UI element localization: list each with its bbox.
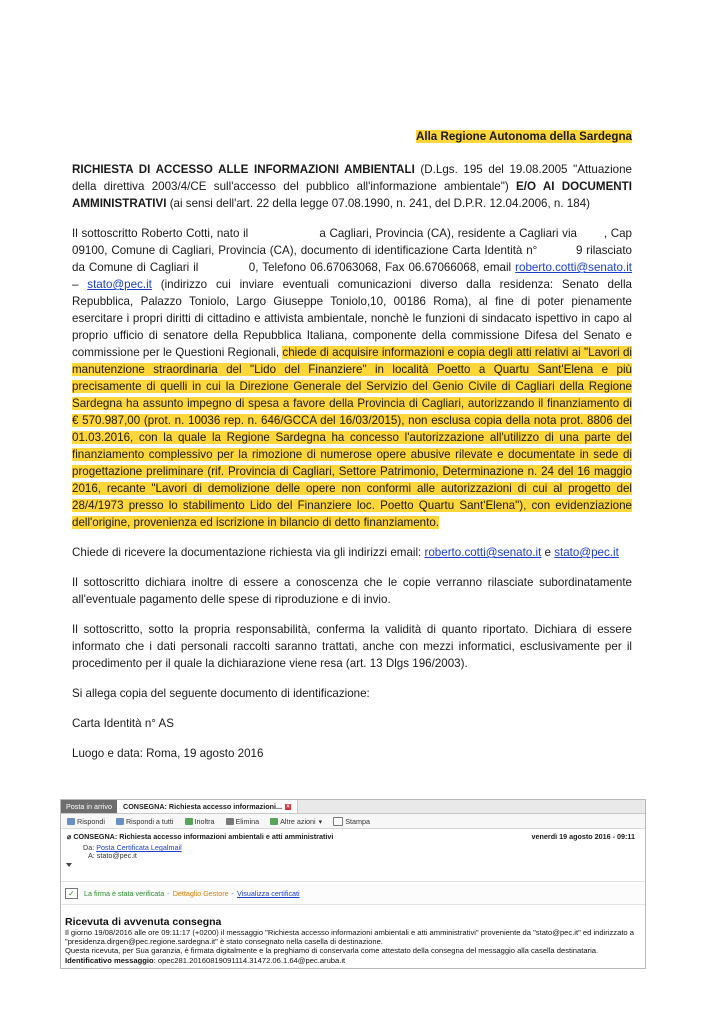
chevron-down-icon: ▾	[318, 816, 323, 826]
recipient: stato@pec.it	[96, 851, 137, 860]
signature-verified: La firma è stata verificata	[84, 888, 165, 898]
plus-icon	[270, 818, 278, 825]
email-link-pec[interactable]: stato@pec.it	[87, 278, 152, 291]
receipt-text-2: Questa ricevuta, per Sua garanzia, è firmata digitalmente e la preghiamo di conservarla come attestato della consegna del messaggio alla casella destinataria.	[65, 946, 599, 956]
print-button[interactable]: Stampa	[333, 817, 370, 826]
message-id: Identificativo messaggio: opec281.20160819091114.31472.06.1.64@pec.aruba.it	[65, 955, 346, 965]
message-from: Da: Posta Certificata Legalmail A: stato@pec.it	[83, 843, 182, 860]
message-body	[61, 905, 645, 969]
paperclip-icon: ⌀	[67, 832, 74, 841]
signature-bar: ✓ La firma è stata verificata - Dettaglio Gestore - Visualizza certificati	[61, 882, 645, 905]
reply-button[interactable]: Rispondi	[67, 817, 105, 826]
provider-detail-link[interactable]: Dettaglio Gestore	[172, 888, 229, 898]
costs-paragraph: Il sottoscritto dichiara inoltre di essere a conoscenza che le copie verranno rilasciate subordinatamente all'eventuale pagamento delle spese di riproduzione e di invio.	[72, 576, 632, 606]
place-date-line: Luogo e data: Roma, 19 agosto 2016	[72, 747, 264, 760]
message-subject: ⌀ CONSEGNA: Richiesta accesso informazioni ambientali e atti amministrativi	[67, 832, 334, 841]
more-actions-button[interactable]: Altre azioni ▾	[270, 817, 322, 826]
delivery-paragraph: Chiede di ricevere la documentazione richiesta via gli indirizzi email: roberto.cotti@senato.it e stato@pec.it	[72, 546, 619, 559]
privacy-paragraph: Il sottoscritto, sotto la propria responsabilità, conferma la validità di quanto riportato. Dichiara di essere informato che i dati personali raccolti saranno trattati, anche con mezzi informatici, esclusivamente per il procedimento per il quale la dichiarazione viene resa (art. 13 Dlgs 196/2003).	[72, 623, 632, 670]
reply-icon	[67, 818, 75, 825]
tab-inbox[interactable]: Posta in arrivo	[61, 800, 117, 813]
id-card-line: Carta Identità n° AS	[72, 717, 174, 730]
request-paragraph: Il sottoscritto Roberto Cotti, nato il a Cagliari, Provincia (CA), residente a Cagliari via , Cap 09100, Comune di Cagliari, Provincia (CA), documento di identificazione Carta Identità n° 9 rilasciato da Comune di Cagliari il 0, Telefono 06.67063068, Fax 06.67066068, email roberto.cotti@senato.it – stato@pec.it (indirizzo cui inviare eventuali comunicazioni diverso dalla residenza: Senato della Repubblica, Palazzo Toniolo, Largo Giuseppe Toniolo,10, 00186 Roma), al fine di poter pienamente esercitare i propri diritti di cittadino e attivista ambientale, nonchè le funzioni di sindacato ispettivo in capo al proprio ufficio di senatore della Repubblica Italiana, componente della commissione Difesa del Senato e commissione per le Questioni Regionali, chiede di acquisire informazioni e copia degli atti relativi ai "Lavori di manutenzione straordinaria del "Lido del Finanziere" in località Poetto a Quartu Sant'Elena e più precisamente di quelli in cui la Direzione Generale del Servizio del Genio Civile di Cagliari della Regione Sardegna ha assunto impegno di spesa a favore della Provincia di Cagliari, autorizzando il finanziamento di € 570.987,00 (prot. n. 10036 rep. n. 646/GCCA del 16/03/2015), non esclusa copia della nota prot. 8806 del 01.03.2016, con la quale la Regione Sardegna ha concesso l'autorizzazione all'utilizzo di una parte del finanziamento complessivo per la rimozione di numerose opere abusive rilevate e documentate in sede di progettazione preliminare (rif. Provincia di Cagliari, Settore Patrimonio, Determinazione n. 24 del 16 maggio 2016, recante "Lavori di demolizione delle opere non conformi alle autorizzazioni di cui al progetto del 28/4/1973 presso lo stabilimento Lido del Finanziere loc. Poetto Quartu Sant'Elena"), con evidenziazione dell'origine, provenienza ed iscrizione in bilancio di detto finanziamento.	[72, 227, 633, 529]
mail-tabbar	[61, 800, 645, 814]
mail-window	[60, 799, 646, 969]
email-link-pec-2[interactable]: stato@pec.it	[554, 546, 619, 559]
sender-link[interactable]: Posta Certificata Legalmail	[96, 843, 182, 852]
trash-icon	[226, 818, 234, 825]
reply-all-button[interactable]: Rispondi a tutti	[116, 817, 174, 826]
close-icon[interactable]: ×	[286, 804, 290, 811]
delete-button[interactable]: Elimina	[226, 817, 260, 826]
forward-button[interactable]: Inoltra	[185, 817, 215, 826]
reply-all-icon	[116, 818, 124, 825]
view-certificates-link[interactable]: Visualizza certificati	[237, 888, 300, 898]
forward-icon	[185, 818, 193, 825]
checkmark-icon: ✓	[65, 888, 78, 899]
receipt-text: Il giorno 19/08/2016 alle ore 09:11:17 (+0200) il messaggio "Richiesta accesso informazioni ambientali e atti amministrativi" proveniente da "stato@pec.it" ed indirizzato a "presidenza.dirgen@pec.regione.sardegna.it" è stato consegnato nella casella di destinazione.	[65, 928, 634, 947]
printer-icon	[333, 817, 343, 826]
subject-paragraph: RICHIESTA DI ACCESSO ALLE INFORMAZIONI AMBIENTALI (D.Lgs. 195 del 19.08.2005 "Attuazione della direttiva 2003/4/CE sull'accesso del pubblico all'informazione ambientale") E/O AI DOCUMENTI AMMINISTRATIVI (ai sensi dell'art. 22 della legge 07.08.1990, n. 241, del D.P.R. 12.04.2006, n. 184)	[72, 163, 632, 210]
message-header	[61, 829, 645, 882]
mail-toolbar	[61, 814, 645, 829]
attachment-paragraph: Si allega copia del seguente documento di identificazione:	[72, 687, 370, 700]
message-date: venerdì 19 agosto 2016 - 09:11	[531, 832, 635, 841]
email-link-cotti[interactable]: roberto.cotti@senato.it	[515, 261, 632, 274]
addressee: Alla Regione Autonoma della Sardegna	[415, 130, 632, 143]
letter	[72, 128, 632, 775]
tab-message[interactable]: CONSEGNA: Richiesta accesso informazioni... ×	[117, 800, 298, 813]
expand-triangle-icon[interactable]	[66, 863, 72, 867]
email-link-cotti-2[interactable]: roberto.cotti@senato.it	[424, 546, 542, 559]
highlighted-request: chiede di acquisire informazioni e copia degli atti relativi ai "Lavori di manutenzione straordinaria del "Lido del Finanziere" in località Poetto a Quartu Sant'Elena e più precisamente di quelli in cui la Direzione Generale del Servizio del Genio Civile di Cagliari della Regione Sardegna ha assunto impegno di spesa a favore della Provincia di Cagliari, autorizzando il finanziamento di € 570.987,00 (prot. n. 10036 rep. n. 646/GCCA del 16/03/2015), non esclusa copia della nota prot. 8806 del 01.03.2016, con la quale la Regione Sardegna ha concesso l'autorizzazione all'utilizzo di una parte del finanziamento complessivo per la rimozione di numerose opere abusive rilevate e documentate in sede di progettazione preliminare (rif. Provincia di Cagliari, Settore Patrimonio, Determinazione n. 24 del 16 maggio 2016, recante "Lavori di demolizione delle opere non conformi alle autorizzazioni di cui al progetto del 28/4/1973 presso lo stabilimento Lido del Finanziere loc. Poetto Quartu Sant'Elena"), con evidenziazione dell'origine, provenienza ed iscrizione in bilancio di detto finanziamento.	[72, 346, 633, 529]
receipt-title: Ricevuta di avvenuta consegna	[65, 916, 222, 928]
